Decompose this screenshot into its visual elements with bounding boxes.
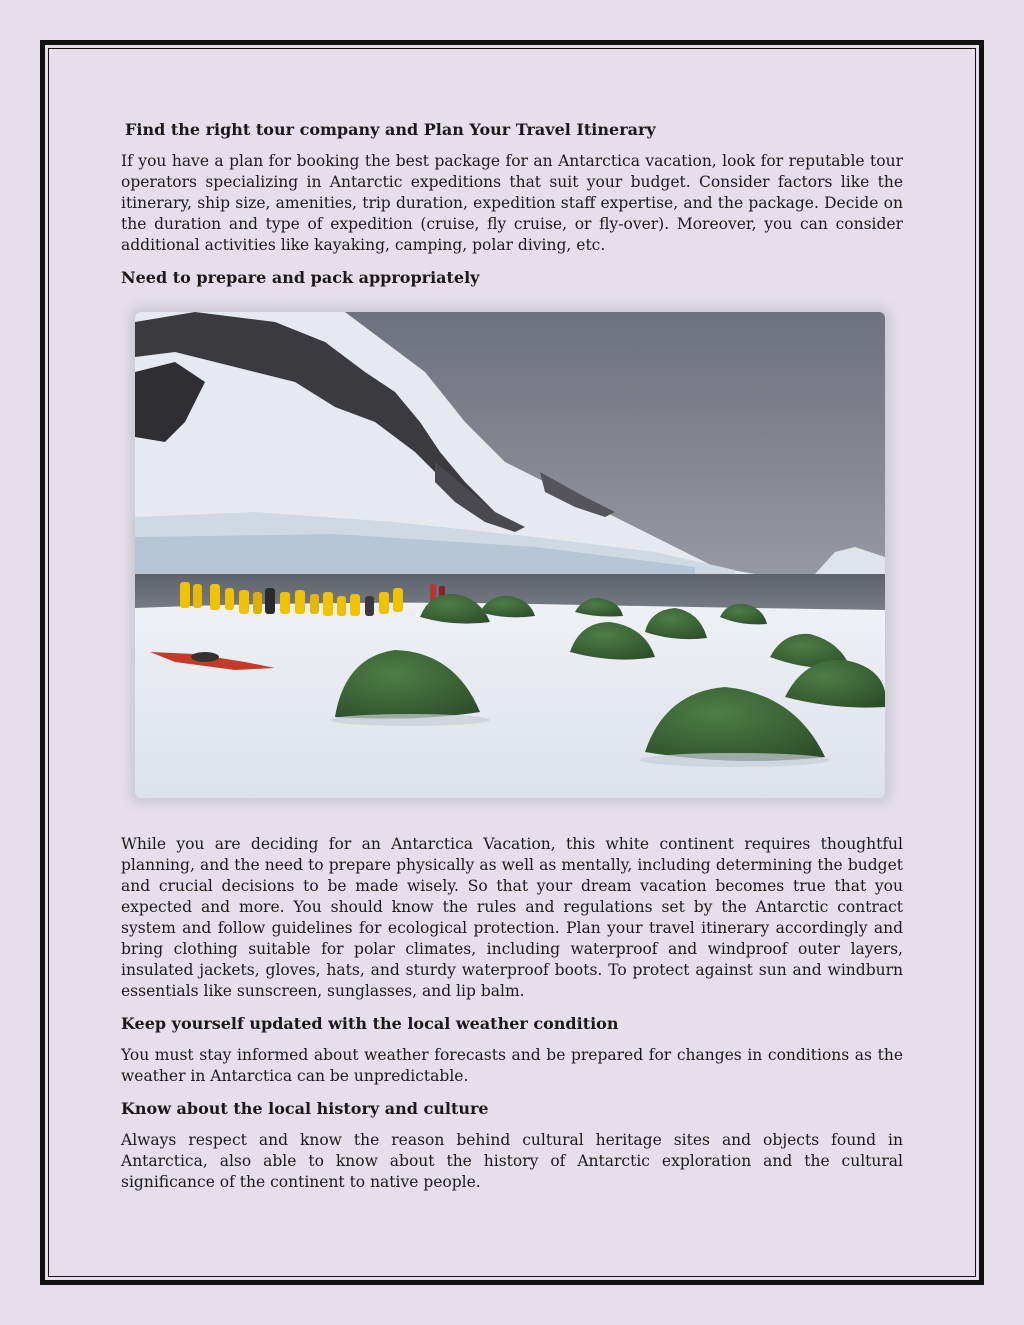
heading-prepare-pack: Need to prepare and pack appropriately [121, 268, 480, 287]
paragraph-history-culture: Always respect and know the reason behind cultural heritage sites and objects found in Antarctica, also able to know about the history of Antarctic exploration and the cultural significance of the continent to native people. [121, 1131, 903, 1191]
paragraph-prepare-pack: While you are deciding for an Antarctica Vacation, this white continent requires thoughtful planning, and the need to prepare physically as well as mentally, including determining the budget and crucial decisions to be made wisely. So that your dream vacation becomes true that you expected and more. You should know the rules and regulations set by the Antarctic contract system and follow guidelines for ecological protection. Plan your travel itinerary accordingly and bring clothing suitable for polar climates, including waterproof and windproof outer layers, insulated jackets, gloves, hats, and sturdy waterproof boots. To protect against sun and windburn essentials like sunscreen, sunglasses, and lip balm. [121, 835, 903, 1000]
paragraph-weather: You must stay informed about weather forecasts and be prepared for changes in conditions as the weather in Antarctica can be unpredictable. [121, 1046, 903, 1085]
heading-weather: Keep yourself updated with the local weather condition [121, 1014, 619, 1033]
heading-tour-company: Find the right tour company and Plan Your Travel Itinerary [125, 120, 656, 139]
antarctic-camp-photo [135, 312, 885, 798]
document-content [121, 118, 903, 1203]
paragraph-tour-company: If you have a plan for booking the best package for an Antarctica vacation, look for reputable tour operators specializing in Antarctic expeditions that suit your budget. Consider factors like the itinerary, ship size, amenities, trip duration, expedition staff expertise, and the package. Decide on the duration and type of expedition (cruise, fly cruise, or fly-over). Moreover, you can consider additional activities like kayaking, camping, polar diving, etc. [121, 152, 903, 254]
heading-history-culture: Know about the local history and culture [121, 1099, 489, 1118]
